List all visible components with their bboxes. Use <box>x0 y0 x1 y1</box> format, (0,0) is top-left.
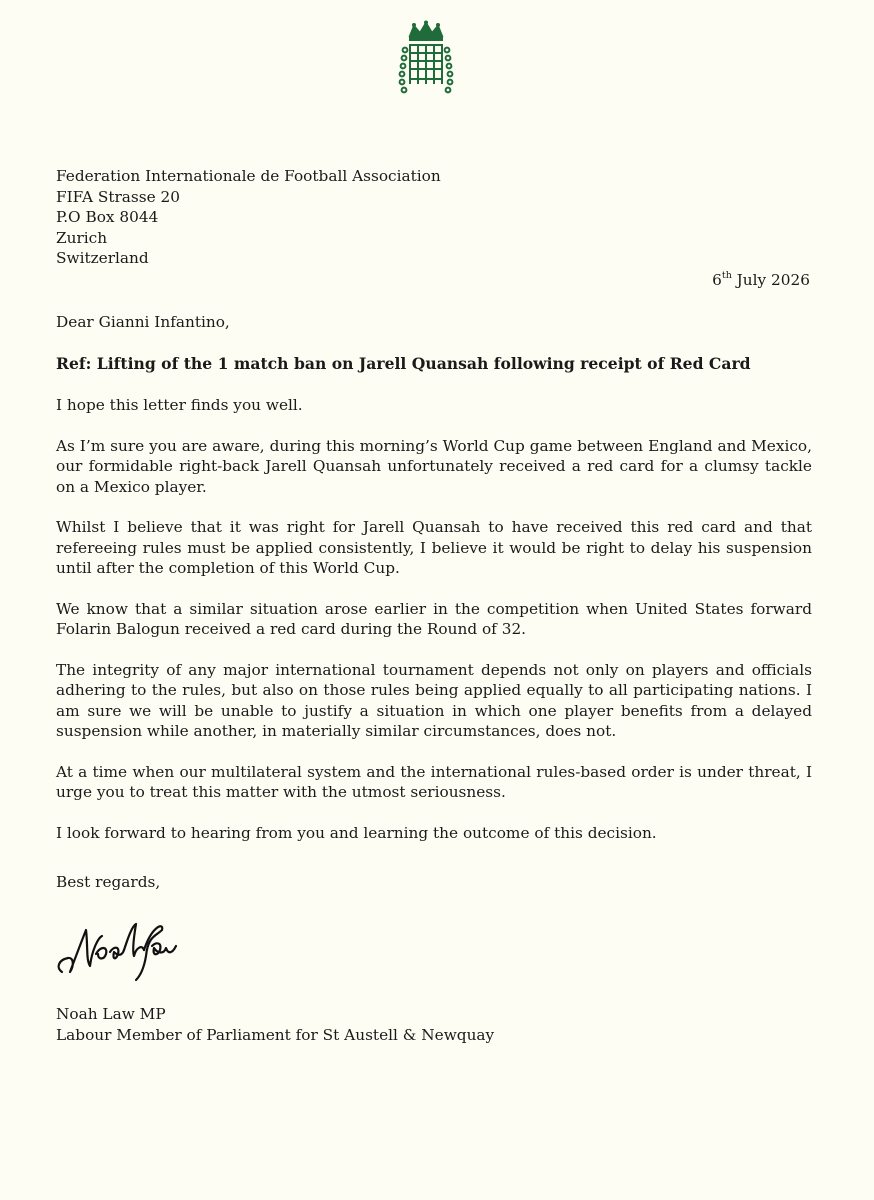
address-line: Zurich <box>56 228 108 247</box>
letter-body <box>56 312 812 863</box>
signoff: Best regards, <box>56 873 161 891</box>
body-paragraph: I look forward to hearing from you and learning the outcome of this decision. <box>56 823 657 842</box>
body-paragraph: The integrity of any major international tournament depends not only on players and officials adhering to the rules, but also on those rules being applied equally to all participating nations. I am sure we will be unable to justify a situation in which one player benefits from a delayed suspension while another, in materially similar circumstances, does not. <box>56 660 812 740</box>
salutation: Dear Gianni Infantino, <box>56 313 230 331</box>
body-paragraph: We know that a similar situation arose earlier in the competition when United States forward Folarin Balogun received a red card during the Round of 32. <box>56 599 812 638</box>
body-paragraph: As I’m sure you are aware, during this morning’s World Cup game between England and Mexico, our formidable right-back Jarell Quansah unfortunately received a red card for a clumsy tackle on a Mexico player. <box>56 436 812 496</box>
address-line: P.O Box 8044 <box>56 208 159 226</box>
date-suffix: th <box>721 269 732 281</box>
body-paragraph: At a time when our multilateral system and the international rules-based order is under threat, I urge you to treat this matter with the utmost seriousness. <box>56 762 812 801</box>
handwritten-signature-icon <box>52 916 192 986</box>
portcullis-crest-icon <box>396 20 456 100</box>
body-paragraph: I hope this letter finds you well. <box>56 396 303 414</box>
recipient-address <box>56 166 441 269</box>
sender-title: Labour Member of Parliament for St Austell & Newquay <box>56 1025 495 1044</box>
address-line: Switzerland <box>56 249 149 267</box>
sender-block <box>56 1004 494 1045</box>
address-line: FIFA Strasse 20 <box>56 187 180 206</box>
address-line: Federation Internationale de Football Association <box>56 167 441 185</box>
body-paragraph: Whilst I believe that it was right for Jarell Quansah to have received this red card and that refereeing rules must be applied consistently, I believe it would be right to delay his suspension until after the completion of this World Cup. <box>56 518 812 577</box>
date-day: 6 <box>712 271 722 289</box>
date-month-year: July 2026 <box>731 271 810 289</box>
letter-date <box>712 270 810 291</box>
reference-line: Ref: Lifting of the 1 match ban on Jarell Quansah following receipt of Red Card <box>56 353 751 373</box>
signature-text <box>0 0 1 1</box>
sender-name: Noah Law MP <box>56 1005 166 1023</box>
